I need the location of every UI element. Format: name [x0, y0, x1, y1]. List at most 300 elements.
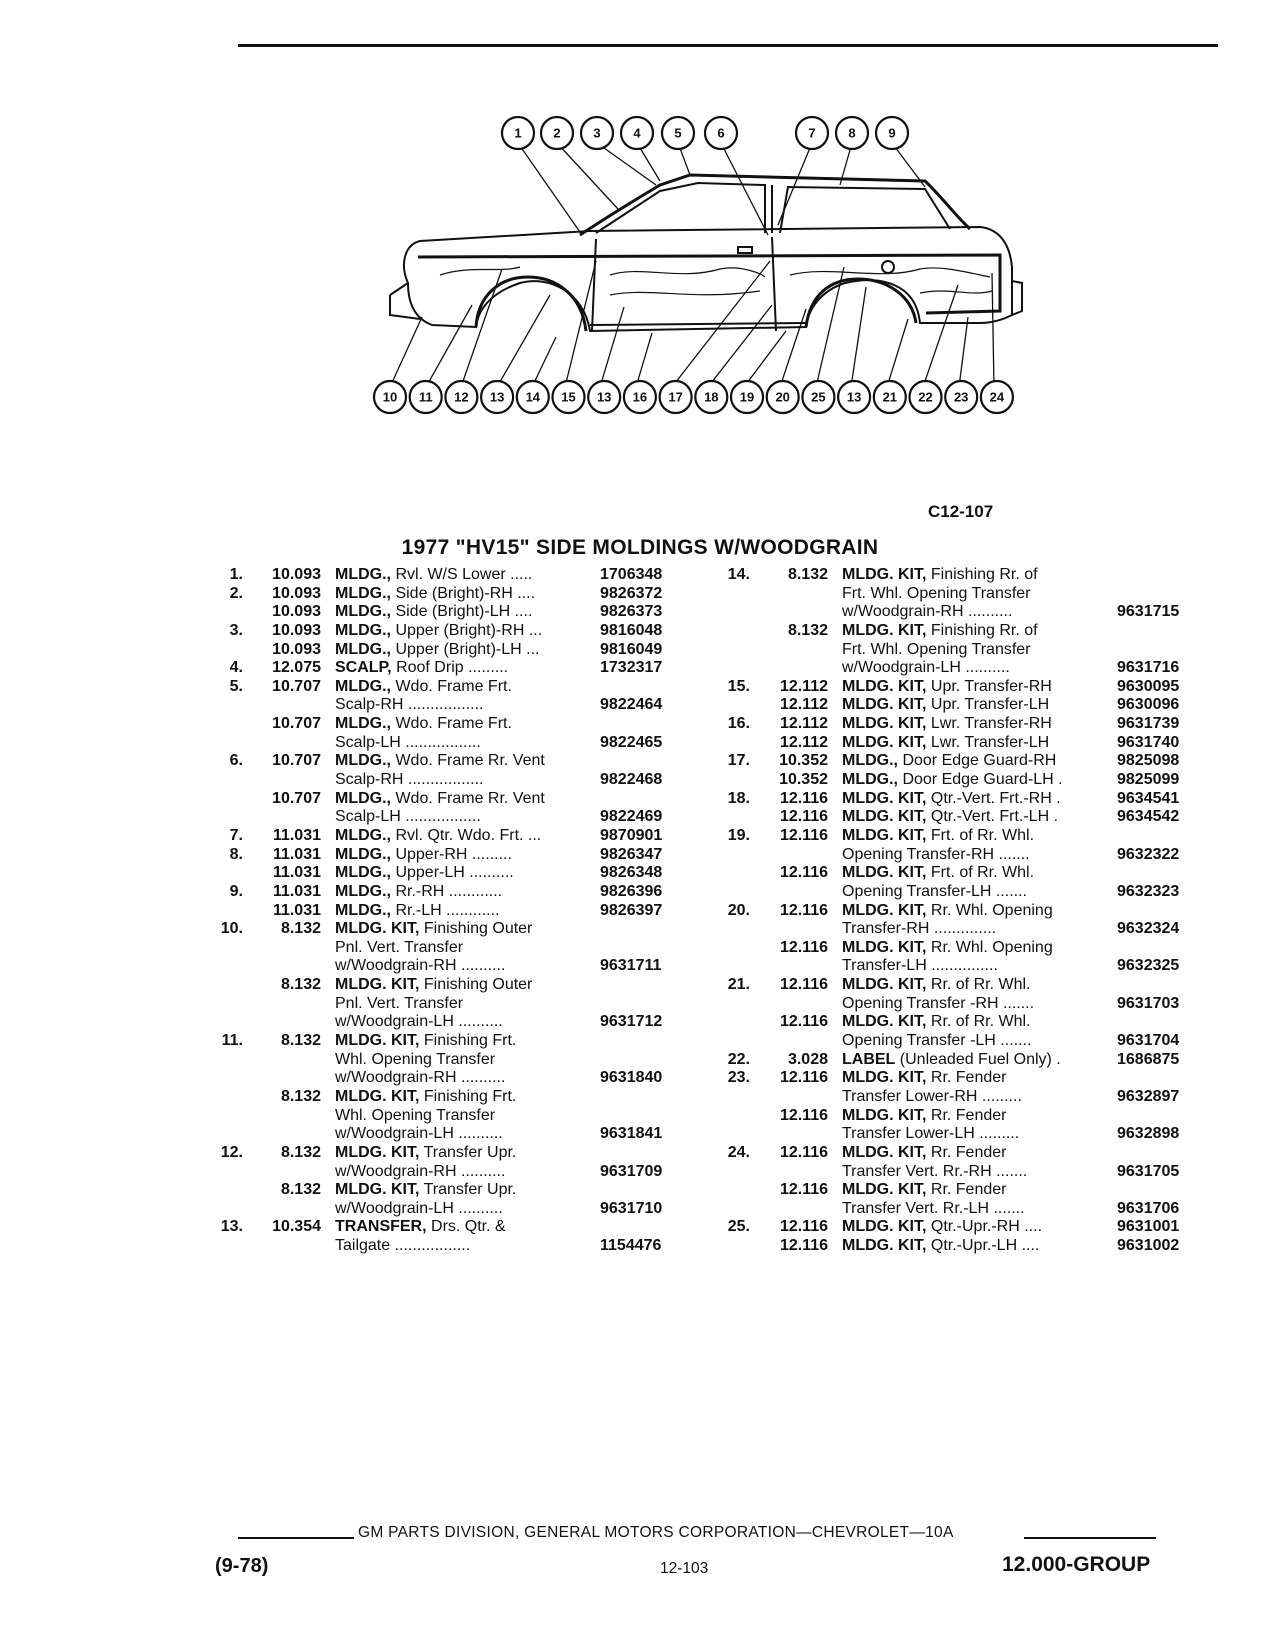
callout-number: 3: [593, 125, 601, 141]
parts-row: [712, 622, 1212, 641]
part-detail: w/Woodgrain-LH ..........: [335, 1013, 503, 1031]
part-name: MLDG. KIT,: [335, 1143, 420, 1161]
group-number: 8.132: [280, 1087, 321, 1105]
group-number: 10.352: [779, 752, 828, 770]
parts-row: [712, 790, 1212, 809]
part-description: [842, 1125, 1117, 1144]
parts-row: [712, 1144, 1212, 1163]
group-number: [243, 1013, 335, 1032]
callout-number: 1: [514, 125, 522, 141]
item-number: 22.: [727, 1050, 750, 1068]
part-detail: Finishing Rr. of: [930, 621, 1038, 639]
item-number: 11.: [221, 1032, 243, 1050]
item-number: [205, 1237, 243, 1256]
part-number: 9631715: [1117, 603, 1180, 621]
part-description: [335, 976, 600, 995]
parts-row: [712, 1051, 1212, 1070]
item-number: 10.: [220, 920, 243, 938]
group-number: 12.116: [779, 826, 828, 844]
part-name: MLDG. KIT,: [335, 1032, 420, 1050]
item-number: [205, 1069, 243, 1088]
item-number: [712, 957, 750, 976]
group-number: [243, 1163, 335, 1182]
item-number: 24.: [727, 1143, 750, 1161]
group-number: [243, 1051, 335, 1070]
page-title: 1977 "HV15" SIDE MOLDINGS W/WOODGRAIN: [401, 536, 879, 559]
callout-number: 15: [561, 389, 576, 405]
part-name: MLDG. KIT,: [842, 1106, 927, 1124]
part-name: MLDG.,: [842, 752, 898, 770]
part-number: [1117, 1144, 1212, 1163]
item-number: [205, 1200, 243, 1219]
item-number: [712, 1163, 750, 1182]
parts-row: [712, 976, 1212, 995]
part-detail: Rr. Fender: [930, 1106, 1007, 1124]
part-number: [600, 1218, 695, 1237]
item-number: [205, 771, 243, 790]
item-number: [205, 641, 243, 660]
part-number: [1117, 1069, 1212, 1088]
part-description: [842, 603, 1117, 622]
part-description: [335, 1032, 600, 1051]
part-number: [600, 1181, 695, 1200]
footer-group: 12.000-GROUP: [1002, 1553, 1151, 1576]
part-description: [335, 790, 600, 809]
part-description: [335, 1218, 600, 1237]
parts-row: [712, 1107, 1212, 1126]
part-description: [335, 1163, 600, 1182]
part-number: 9631705: [1117, 1162, 1180, 1180]
part-detail: Tailgate .................: [335, 1237, 471, 1255]
part-detail: Upper (Bright)-RH ...: [395, 621, 543, 639]
parts-row: [205, 1051, 695, 1070]
part-detail: Upr. Transfer-LH: [930, 696, 1050, 714]
group-number: 10.707: [272, 715, 321, 733]
part-name: MLDG. KIT,: [842, 696, 927, 714]
item-number: [205, 864, 243, 883]
part-number: [600, 1107, 695, 1126]
part-name: LABEL: [842, 1050, 896, 1068]
figure-code: C12-107: [928, 502, 994, 521]
part-name: MLDG. KIT,: [842, 1218, 927, 1236]
part-number: 9822465: [600, 733, 663, 751]
group-number: [243, 1069, 335, 1088]
part-name: MLDG. KIT,: [842, 566, 927, 583]
part-detail: w/Woodgrain-LH ..........: [335, 1125, 503, 1143]
part-number: [1117, 1107, 1212, 1126]
part-number: [600, 1051, 695, 1070]
part-number: [1117, 585, 1212, 604]
part-number: 9826372: [600, 584, 663, 602]
parts-row: [712, 1013, 1212, 1032]
part-name: MLDG. KIT,: [842, 938, 927, 956]
part-number: 9825098: [1117, 752, 1180, 770]
part-detail: Transfer Lower-RH .........: [842, 1087, 1022, 1105]
part-name: MLDG. KIT,: [842, 621, 927, 639]
parts-row: [205, 808, 695, 827]
part-detail: Scalp-RH .................: [335, 696, 484, 714]
parts-row: [712, 827, 1212, 846]
group-number: 8.132: [280, 976, 321, 994]
part-detail: Wdo. Frame Rr. Vent: [395, 789, 545, 807]
part-number: 1154476: [600, 1237, 662, 1255]
item-number: [712, 603, 750, 622]
item-number: [205, 939, 243, 958]
group-number: 10.093: [272, 640, 321, 658]
part-detail: Whl. Opening Transfer: [335, 1050, 496, 1068]
parts-row: [712, 659, 1212, 678]
part-description: [335, 995, 600, 1014]
parts-row: [205, 1125, 695, 1144]
callout-number: 8: [848, 125, 856, 141]
callout-number: 11: [418, 389, 433, 405]
group-number: 12.112: [779, 715, 828, 733]
group-number: 12.116: [779, 901, 828, 919]
part-name: MLDG. KIT,: [842, 1013, 927, 1031]
part-detail: Frt. of Rr. Whl.: [930, 826, 1035, 844]
part-detail: Upper-RH .........: [395, 845, 512, 863]
part-number: [1117, 976, 1212, 995]
item-number: [712, 1088, 750, 1107]
part-description: [842, 939, 1117, 958]
item-number: [205, 808, 243, 827]
part-detail: Rr.-RH ............: [395, 882, 503, 900]
group-number: 12.116: [779, 1106, 828, 1124]
group-number: [750, 641, 842, 660]
part-description: [842, 902, 1117, 921]
part-number: 9822468: [600, 771, 663, 789]
part-number: 9631841: [600, 1125, 663, 1143]
item-number: [205, 696, 243, 715]
part-detail: Rr. Whl. Opening: [930, 938, 1053, 956]
part-description: [335, 752, 600, 771]
part-detail: Pnl. Vert. Transfer: [335, 994, 464, 1012]
part-detail: Qtr.-Upr.-LH ....: [930, 1237, 1040, 1255]
part-description: [842, 1032, 1117, 1051]
part-name: MLDG.,: [335, 752, 391, 770]
part-name: MLDG. KIT,: [842, 733, 927, 751]
part-description: [842, 771, 1117, 790]
part-description: [842, 846, 1117, 865]
parts-row: [712, 1069, 1212, 1088]
part-name: SCALP,: [335, 659, 392, 677]
part-detail: Side (Bright)-RH ....: [395, 584, 536, 602]
parts-row: [712, 920, 1212, 939]
part-detail: Pnl. Vert. Transfer: [335, 938, 464, 956]
item-number: [712, 734, 750, 753]
group-number: 11.031: [272, 864, 321, 882]
part-description: [335, 1237, 600, 1256]
callouts-top: [502, 117, 908, 149]
parts-row: [712, 1163, 1212, 1182]
part-number: 9870901: [600, 826, 663, 844]
group-number: 12.116: [779, 864, 828, 882]
item-number: 1.: [229, 566, 243, 583]
group-number: 8.132: [787, 621, 828, 639]
callout-number: 5: [674, 125, 682, 141]
part-name: MLDG.,: [335, 584, 391, 602]
part-description: [842, 827, 1117, 846]
part-name: MLDG. KIT,: [842, 826, 927, 844]
part-detail: Scalp-LH .................: [335, 808, 481, 826]
item-number: [712, 1013, 750, 1032]
part-description: [842, 641, 1117, 660]
group-number: 10.707: [272, 677, 321, 695]
item-number: 2.: [229, 584, 243, 602]
part-name: MLDG.,: [335, 603, 391, 621]
part-detail: w/Woodgrain-RH ..........: [335, 1069, 506, 1087]
group-number: 8.132: [280, 1143, 321, 1161]
part-description: [335, 939, 600, 958]
group-number: 12.116: [779, 938, 828, 956]
item-number: [712, 622, 750, 641]
item-number: [205, 1088, 243, 1107]
part-detail: Finishing Outer: [423, 920, 533, 938]
part-description: [335, 1125, 600, 1144]
part-description: [335, 827, 600, 846]
part-description: [842, 883, 1117, 902]
part-detail: Scalp-LH .................: [335, 733, 481, 751]
part-name: MLDG.,: [335, 901, 391, 919]
parts-row: [205, 1032, 695, 1051]
part-number: [600, 1144, 695, 1163]
part-detail: Whl. Opening Transfer: [335, 1106, 496, 1124]
group-number: [243, 734, 335, 753]
parts-row: [205, 920, 695, 939]
part-number: 9826396: [600, 882, 663, 900]
part-description: [842, 1107, 1117, 1126]
part-number: [600, 995, 695, 1014]
parts-row: [712, 864, 1212, 883]
group-number: [750, 603, 842, 622]
part-number: 9631704: [1117, 1032, 1180, 1050]
part-description: [842, 715, 1117, 734]
part-number: [600, 1088, 695, 1107]
parts-row: [205, 1163, 695, 1182]
part-description: [842, 957, 1117, 976]
parts-row: [712, 1218, 1212, 1237]
part-detail: Frt. Whl. Opening Transfer: [842, 584, 1031, 602]
part-detail: Transfer Upr.: [423, 1181, 517, 1199]
item-number: [205, 1051, 243, 1070]
part-detail: Frt. Whl. Opening Transfer: [842, 640, 1031, 658]
item-number: 6.: [229, 752, 243, 770]
parts-row: [205, 696, 695, 715]
parts-row: [205, 603, 695, 622]
part-description: [842, 622, 1117, 641]
part-detail: Finishing Rr. of: [930, 566, 1038, 583]
group-number: 12.075: [272, 659, 321, 677]
item-number: 4.: [229, 659, 243, 677]
part-detail: Transfer Lower-LH .........: [842, 1125, 1020, 1143]
part-number: 9816049: [600, 640, 663, 658]
part-detail: Finishing Frt.: [423, 1087, 517, 1105]
parts-row: [205, 790, 695, 809]
parts-row: [712, 902, 1212, 921]
part-description: [335, 659, 600, 678]
part-number: 9825099: [1117, 771, 1180, 789]
item-number: 18.: [727, 789, 750, 807]
group-number: 10.093: [272, 566, 321, 583]
group-number: 8.132: [280, 1032, 321, 1050]
item-number: [712, 939, 750, 958]
part-number: [600, 939, 695, 958]
part-name: MLDG. KIT,: [842, 976, 927, 994]
part-number: [1117, 902, 1212, 921]
callout-number: 13: [846, 389, 862, 405]
part-description: [335, 846, 600, 865]
parts-row: [205, 1107, 695, 1126]
part-description: [842, 1144, 1117, 1163]
parts-row: [712, 1032, 1212, 1051]
part-number: [1117, 1013, 1212, 1032]
callout-number: 13: [596, 389, 612, 405]
item-number: [205, 715, 243, 734]
part-detail: Transfer Vert. Rr.-RH .......: [842, 1162, 1028, 1180]
part-name: MLDG. KIT,: [842, 789, 927, 807]
group-number: 12.116: [779, 1218, 828, 1236]
footer-rule-right: [1024, 1537, 1156, 1539]
part-detail: w/Woodgrain-RH ..........: [842, 603, 1013, 621]
callout-number: 24: [989, 389, 1005, 405]
parts-row: [205, 1069, 695, 1088]
item-number: 9.: [229, 882, 243, 900]
part-number: 9632325: [1117, 957, 1180, 975]
part-number: [600, 678, 695, 697]
group-number: [750, 1088, 842, 1107]
part-name: MLDG.,: [335, 715, 391, 733]
group-number: [243, 771, 335, 790]
part-number: [1117, 622, 1212, 641]
part-number: [600, 976, 695, 995]
parts-row: [205, 827, 695, 846]
part-name: MLDG. KIT,: [335, 1181, 420, 1199]
parts-row: [712, 1088, 1212, 1107]
part-description: [335, 1181, 600, 1200]
parts-row: [712, 752, 1212, 771]
part-detail: Wdo. Frame Frt.: [395, 677, 512, 695]
part-detail: Drs. Qtr. &: [431, 1218, 506, 1236]
part-name: MLDG.,: [335, 677, 391, 695]
item-number: 3.: [229, 621, 243, 639]
part-number: 9631001: [1117, 1218, 1180, 1236]
part-description: [335, 771, 600, 790]
part-detail: Frt. of Rr. Whl.: [930, 864, 1035, 882]
callouts-bottom: [374, 381, 1013, 413]
part-name: MLDG. KIT,: [335, 920, 420, 938]
part-description: [842, 1088, 1117, 1107]
parts-row: [205, 1218, 695, 1237]
part-detail: Qtr.-Vert. Frt.-RH .: [930, 789, 1061, 807]
part-number: [1117, 566, 1212, 585]
part-detail: Rr.-LH ............: [395, 901, 500, 919]
part-detail: Opening Transfer-LH .......: [842, 882, 1027, 900]
part-detail: w/Woodgrain-RH ..........: [335, 1162, 506, 1180]
part-number: 9631710: [600, 1199, 663, 1217]
item-number: [205, 790, 243, 809]
item-number: 15.: [727, 677, 750, 695]
item-number: 12.: [220, 1143, 243, 1161]
part-name: MLDG.,: [335, 864, 391, 882]
part-name: MLDG.,: [335, 640, 391, 658]
part-name: MLDG. KIT,: [842, 677, 927, 695]
group-number: 10.093: [272, 584, 321, 602]
part-number: 9826397: [600, 901, 663, 919]
item-number: [712, 659, 750, 678]
parts-row: [205, 622, 695, 641]
part-name: MLDG.,: [335, 845, 391, 863]
part-name: MLDG. KIT,: [335, 1087, 420, 1105]
part-detail: w/Woodgrain-RH ..........: [335, 957, 506, 975]
group-number: 10.707: [272, 752, 321, 770]
parts-row: [712, 957, 1212, 976]
part-number: 9631709: [600, 1162, 663, 1180]
parts-row: [205, 659, 695, 678]
item-number: [712, 846, 750, 865]
part-number: 9630096: [1117, 696, 1180, 714]
parts-row: [712, 585, 1212, 604]
group-number: 3.028: [787, 1050, 828, 1068]
part-detail: Upper-LH ..........: [395, 864, 514, 882]
parts-row: [712, 846, 1212, 865]
group-number: [243, 808, 335, 827]
item-number: 14.: [727, 566, 750, 583]
parts-row: [712, 1200, 1212, 1219]
group-number: 12.116: [779, 1237, 828, 1255]
part-description: [335, 622, 600, 641]
car-outline: [390, 175, 1022, 331]
part-detail: Lwr. Transfer-LH: [930, 733, 1050, 751]
group-number: 10.354: [272, 1218, 321, 1236]
callout-number: 9: [888, 125, 896, 141]
part-number: [1117, 827, 1212, 846]
parts-row: [205, 715, 695, 734]
group-number: 12.116: [779, 808, 828, 826]
group-number: [750, 1032, 842, 1051]
part-description: [842, 566, 1117, 585]
parts-row: [205, 957, 695, 976]
item-number: 20.: [727, 901, 750, 919]
callout-number: 14: [525, 389, 541, 405]
part-detail: Wdo. Frame Frt.: [395, 715, 512, 733]
part-number: 9822464: [600, 696, 663, 714]
part-name: MLDG. KIT,: [335, 976, 420, 994]
group-number: [243, 1200, 335, 1219]
part-detail: Rr. of Rr. Whl.: [930, 1013, 1031, 1031]
part-number: 9630095: [1117, 677, 1180, 695]
part-name: MLDG.,: [335, 882, 391, 900]
footer-rule-left: [238, 1537, 354, 1539]
part-number: 9631740: [1117, 733, 1180, 751]
item-number: 19.: [727, 826, 750, 844]
callout-number: 25: [811, 389, 826, 405]
part-number: 1706348: [600, 566, 663, 583]
part-name: TRANSFER,: [335, 1218, 427, 1236]
item-number: [205, 1163, 243, 1182]
parts-row: [205, 883, 695, 902]
part-description: [842, 1237, 1117, 1256]
part-number: [600, 920, 695, 939]
callout-number: 23: [953, 389, 969, 405]
part-detail: (Unleaded Fuel Only) .: [899, 1050, 1061, 1068]
group-number: 11.031: [272, 826, 321, 844]
part-detail: Transfer-LH ...............: [842, 957, 998, 975]
part-detail: Rr. Fender: [930, 1069, 1007, 1087]
part-description: [842, 1163, 1117, 1182]
item-number: 21.: [727, 976, 750, 994]
part-description: [335, 734, 600, 753]
group-number: [750, 995, 842, 1014]
